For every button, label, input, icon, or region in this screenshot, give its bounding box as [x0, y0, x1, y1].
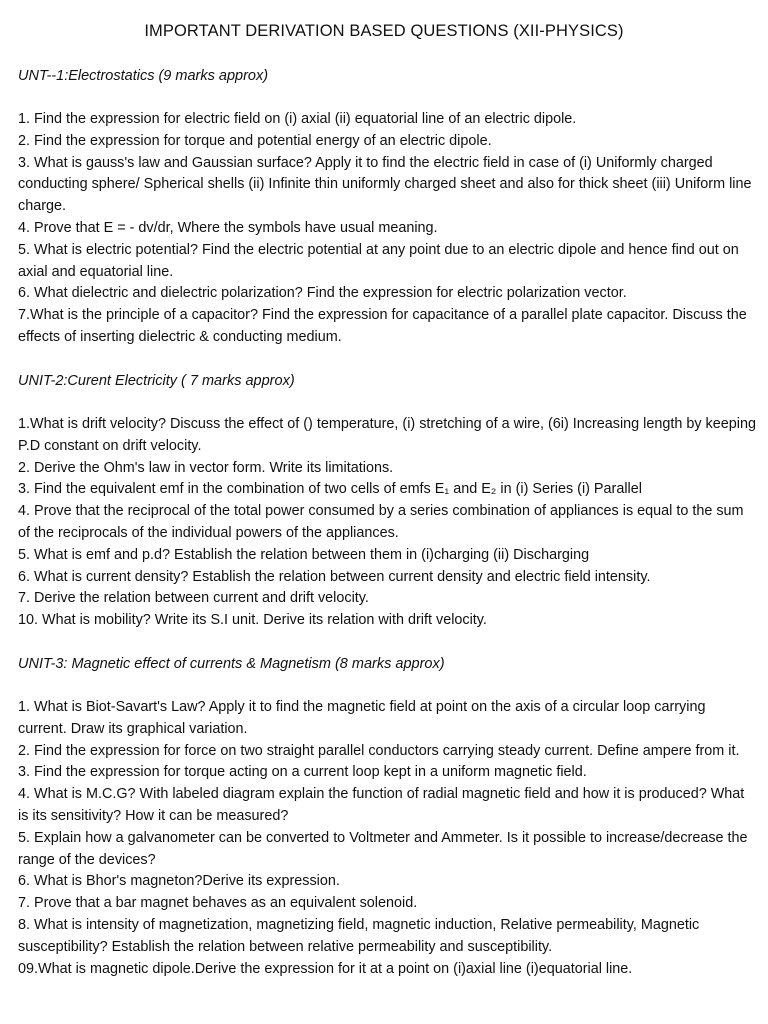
question-item: 8. What is intensity of magnetization, magnetizing field, magnetic induction, Relative permeability, Magnetic susceptibility? Establish the relation between relative permeability and susceptibility.: [18, 916, 700, 955]
question-item: 4. Prove that the reciprocal of the total power consumed by a series combination of appliances is equal to the sum of the reciprocals of the individual powers of the appliances.: [18, 503, 744, 541]
question-item: 09.What is magnetic dipole.Derive the expression for it at a point on (i)axial line (i)equatorial line.: [18, 960, 633, 977]
question-item: 6. What dielectric and dielectric polarization? Find the expression for electric polarization vector.: [18, 285, 627, 302]
question-item: 3. Find the equivalent emf in the combination of two cells of emfs E₁ and E₂ in (i) Series (i) Parallel: [18, 481, 642, 498]
question-item: 1. Find the expression for electric field on (i) axial (ii) equatorial line of an electric dipole.: [18, 111, 577, 127]
question-item: 3. Find the expression for torque acting on a current loop kept in a uniform magnetic field.: [18, 764, 587, 781]
question-item: 1. What is Biot-Savart's Law? Apply it to find the magnetic field at point on the axis of a circular loop carrying current. Draw its graphical variation.: [18, 699, 706, 737]
unit-heading-magnetism: UNIT-3: Magnetic effect of currents & Magnetism (8 marks approx): [18, 656, 445, 672]
question-item: 6. What is current density? Establish the relation between current density and electric field intensity.: [18, 568, 651, 585]
question-item: 3. What is gauss's law and Gaussian surface? Apply it to find the electric field in case of (i) Uniformly charged conducting sphere/ Spherical shells (ii) Infinite thin uniformly charged sheet and also for thick sheet (iii) Uniform line charge.: [18, 154, 752, 215]
question-list-current-electricity: [18, 414, 756, 632]
question-item: 2. Derive the Ohm's law in vector form. Write its limitations.: [18, 459, 394, 476]
page-title: IMPORTANT DERIVATION BASED QUESTIONS (XII-PHYSICS): [144, 22, 624, 40]
question-item: 7. Derive the relation between current and drift velocity.: [18, 590, 369, 607]
question-list-electrostatics: [18, 109, 756, 349]
question-item: 10. What is mobility? Write its S.I unit. Derive its relation with drift velocity.: [18, 612, 487, 629]
question-item: 2. Find the expression for torque and potential energy of an electric dipole.: [18, 132, 492, 149]
question-item: 5. Explain how a galvanometer can be converted to Voltmeter and Ammeter. Is it possible to increase/decrease the range of the devices?: [18, 829, 748, 868]
question-list-magnetism: [18, 697, 756, 980]
question-item: 7.What is the principle of a capacitor? Find the expression for capacitance of a parallel plate capacitor. Discuss the effects of inserting dielectric & conducting medium.: [18, 307, 747, 345]
question-item: 5. What is emf and p.d? Establish the relation between them in (i)charging (ii) Discharging: [18, 546, 590, 563]
question-item: 6. What is Bhor's magneton?Derive its expression.: [18, 873, 340, 890]
question-item: 7. Prove that a bar magnet behaves as an equivalent solenoid.: [18, 895, 418, 912]
question-item: 2. Find the expression for force on two straight parallel conductors carrying steady current. Define ampere from it.: [18, 742, 740, 759]
question-item: 4. What is M.C.G? With labeled diagram explain the function of radial magnetic field and how it is produced? What is its sensitivity? How it can be measured?: [18, 786, 745, 824]
unit-heading-current-electricity: UNIT-2:Curent Electricity ( 7 marks approx): [18, 373, 295, 389]
question-item: 5. What is electric potential? Find the electric potential at any point due to an electric dipole and hence find out on axial and equatorial line.: [18, 241, 739, 280]
question-item: 1.What is drift velocity? Discuss the effect of () temperature, (i) stretching of a wire, (6i) Increasing length by keeping P.D constant on drift velocity.: [18, 416, 756, 454]
question-item: 4. Prove that E = - dv/dr, Where the symbols have usual meaning.: [18, 219, 438, 236]
unit-heading-electrostatics: UNT--1:Electrostatics (9 marks approx): [18, 68, 269, 84]
